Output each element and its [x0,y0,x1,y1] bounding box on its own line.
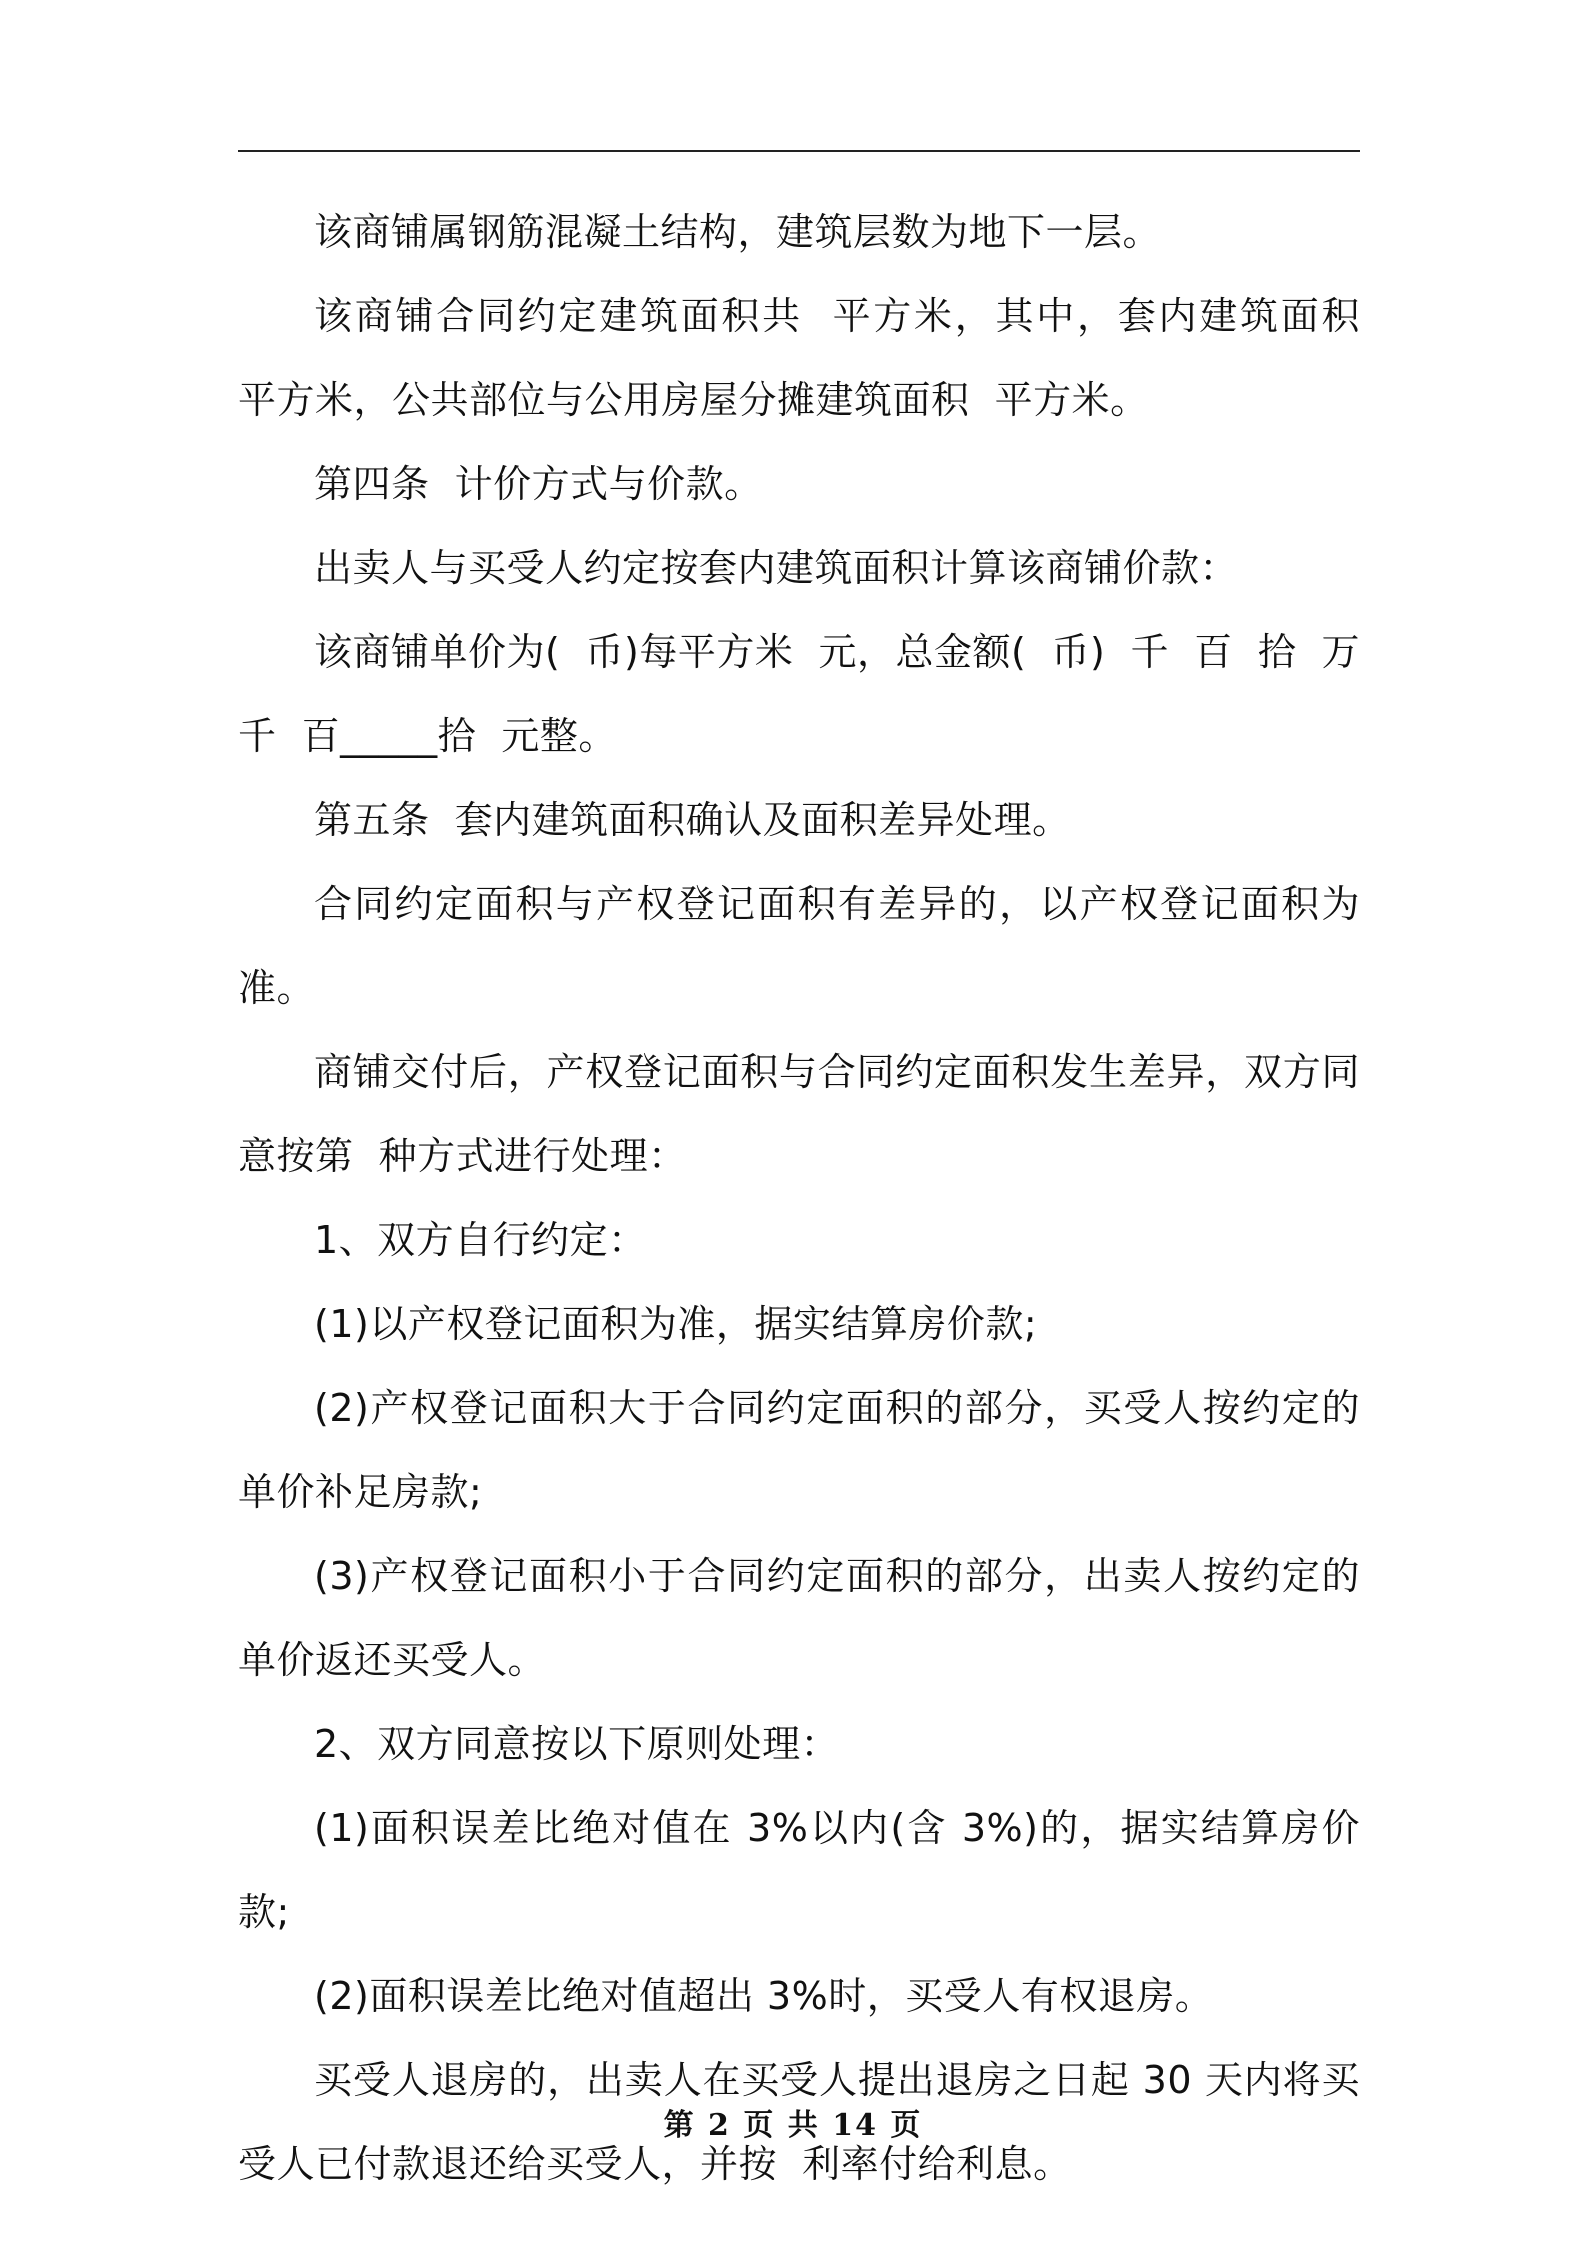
paragraph: 商铺交付后，产权登记面积与合同约定面积发生差异，双方同意按第 种方式进行处理： [238,1050,1360,1178]
paragraph: 第四条 计价方式与价款。 [314,462,763,506]
paragraph: 合同约定面积与产权登记面积有差异的，以产权登记面积为准。 [238,882,1360,1010]
paragraph: 出卖人与买受人约定按套内建筑面积计算该商铺价款： [314,546,1239,590]
paragraph: (2)产权登记面积大于合同约定面积的部分，买受人按约定的单价补足房款; [238,1386,1360,1514]
paragraph: 第五条 套内建筑面积确认及面积差异处理。 [314,798,1071,842]
paragraph: 该商铺合同约定建筑面积共 平方米，其中，套内建筑面积 平方米，公共部位与公用房屋分摊建筑面积 平方米。 [238,294,1386,422]
paragraph: 买受人退房的，出卖人在买受人提出退房之日起 30 天内将买受人已付款退还给买受人，并按 利率付给利息。 [238,2058,1360,2186]
paragraph: (1)面积误差比绝对值在 3%以内(含 3%)的，据实结算房价款; [238,1806,1360,1934]
paragraph: (1)以产权登记面积为准，据实结算房价款; [314,1302,1038,1346]
document-body [238,190,1386,2206]
page-number: 第 2 页 共 14 页 [663,2108,923,2143]
paragraph: (3)产权登记面积小于合同约定面积的部分，出卖人按约定的单价返还买受人。 [238,1554,1360,1682]
paragraph: 该商铺属钢筋混凝土结构，建筑层数为地下一层。 [314,210,1162,254]
paragraph: 1、双方自行约定： [314,1218,647,1262]
paragraph: (2)面积误差比绝对值超出 3%时，买受人有权退房。 [314,1974,1214,2018]
header-rule [238,150,1360,152]
paragraph: 该商铺单价为( 币)每平方米 元，总金额( 币) 千 百 拾 万 千 百_____拾 元整。 [238,630,1386,758]
paragraph: 2、双方同意按以下原则处理： [314,1722,840,1766]
